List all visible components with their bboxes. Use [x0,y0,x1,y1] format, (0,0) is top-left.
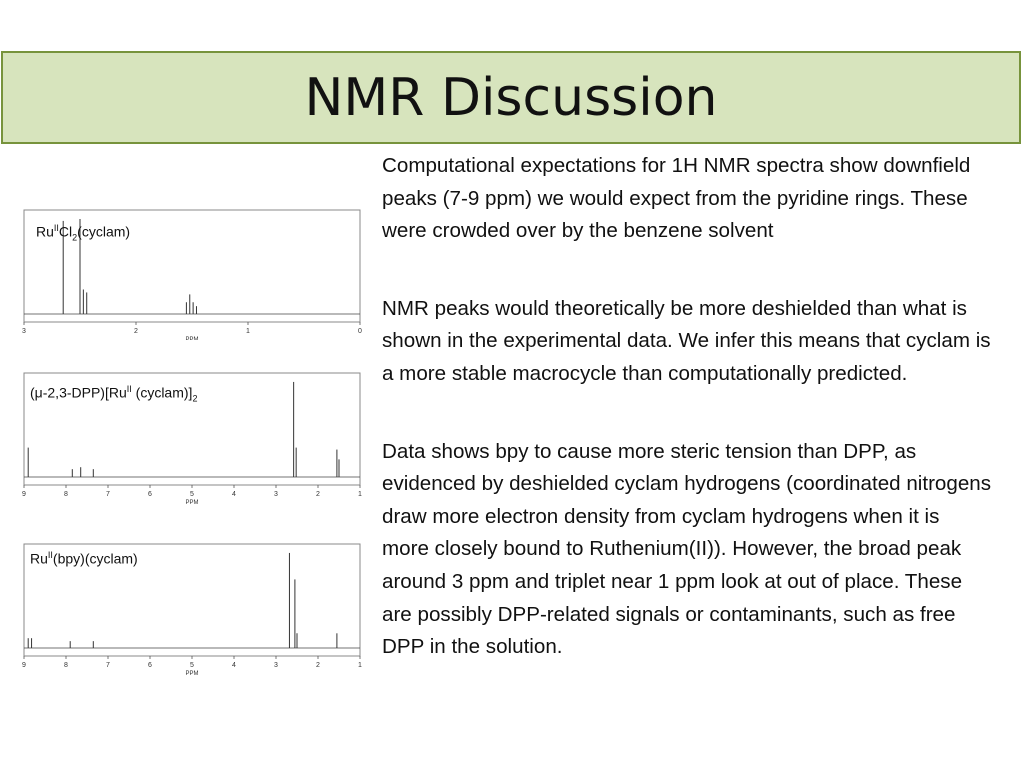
slide-title: NMR Discussion [304,67,718,128]
title-bar [1,51,1021,144]
paragraph-steric-tension: Data shows bpy to cause more steric tension than DPP, as evidenced by deshielded cyclam hydrogens (coordinated nitrogens draw more electron density from cyclam hydrogens when it is more closely bound to Ruthenium(II)). However, the broad peak around 3 ppm and triplet near 1 ppm look at out of place. These are possibly DPP-related signals or contaminants, such as free DPP in the solution. [382,439,992,659]
spectrum-label: $(\mu-2,3-DPP)[Ru^{II}$ $(cyclam)]_2$ [30,384,198,404]
tick-label: 4 [232,491,236,498]
tick-label: 3 [274,662,278,669]
tick-label: 2 [134,328,138,335]
tick-label: 6 [148,491,152,498]
tick-label: 2 [316,662,320,669]
discussion-text [382,150,992,709]
tick-label: 5 [190,491,194,498]
nmr-spectrum-rucl2-cyclam [18,208,364,340]
tick-label: 3 [22,328,26,335]
tick-label: 1 [246,328,250,335]
paragraph-deshielding: NMR peaks would theoretically be more deshielded than what is shown in the experimental data. We infer this means that cyclam is a more stable macrocycle than computationally predicted. [382,296,991,385]
tick-label: 6 [148,662,152,669]
tick-label: 8 [64,662,68,669]
tick-label: 0 [358,328,362,335]
spectrum-label: $Ru^{II}Cl_2(cyclam)$ [36,223,131,243]
tick-label: 7 [106,491,110,498]
tick-label: 1 [358,662,362,669]
nmr-spectrum-bpy-cyclam [18,542,364,677]
tick-label: 4 [232,662,236,669]
tick-label: 7 [106,662,110,669]
tick-label: 9 [22,491,26,498]
tick-label: 9 [22,662,26,669]
tick-label: 8 [64,491,68,498]
tick-label: 1 [358,491,362,498]
tick-label: 3 [274,491,278,498]
paragraph-computational: Computational expectations for 1H NMR spectra show downfield peaks (7-9 ppm) we would expect from the pyridine rings. These were crowded over by the benzene solvent [382,154,971,243]
tick-label: 2 [316,491,320,498]
axis-label: PPM [185,337,199,340]
tick-label: 5 [190,662,194,669]
nmr-spectrum-dpp-dimer [18,371,364,506]
axis-label: PPM [185,671,199,677]
axis-label: PPM [185,500,199,506]
spectrum-label: $Ru^{II}(bpy)(cyclam)$ [30,550,138,567]
